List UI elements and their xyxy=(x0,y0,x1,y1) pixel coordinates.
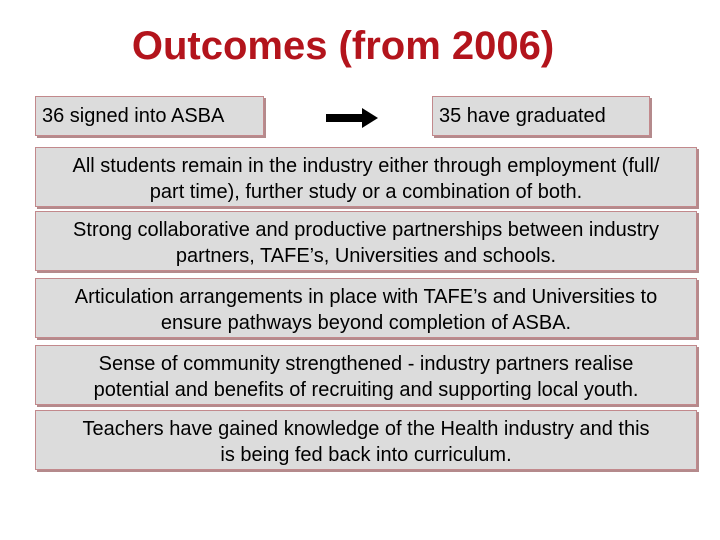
outcome-box-3 xyxy=(35,278,697,338)
signed-text: 36 signed into ASBA xyxy=(42,105,225,127)
graduated-text: 35 have graduated xyxy=(439,105,606,127)
outcome-box-1 xyxy=(35,147,697,207)
slide-title: Outcomes (from 2006) xyxy=(131,24,555,68)
outcome-5-line-1: Teachers have gained knowledge of the Health industry and this xyxy=(82,418,650,440)
outcome-5-line-2: is being fed back into curriculum. xyxy=(220,444,512,466)
outcome-2-line-2: partners, TAFE’s, Universities and schools. xyxy=(175,245,557,267)
outcome-3-line-2: ensure pathways beyond completion of ASBA. xyxy=(160,312,572,334)
outcome-box-2 xyxy=(35,211,697,271)
signed-box xyxy=(35,96,264,136)
outcome-1-line-1: All students remain in the industry either through employment (full/ xyxy=(72,155,660,177)
outcome-2-line-1: Strong collaborative and productive partnerships between industry xyxy=(73,219,659,241)
outcome-1-line-2: part time), further study or a combination of both. xyxy=(149,181,583,203)
right-arrow-icon xyxy=(326,106,380,130)
outcome-3-line-1: Articulation arrangements in place with TAFE’s and Universities to xyxy=(74,286,658,308)
graduated-box xyxy=(432,96,650,136)
outcome-box-5 xyxy=(35,410,697,470)
outcome-4-line-1: Sense of community strengthened - industry partners realise xyxy=(98,353,634,375)
outcome-4-line-2: potential and benefits of recruiting and supporting local youth. xyxy=(93,379,639,401)
outcome-box-4 xyxy=(35,345,697,405)
